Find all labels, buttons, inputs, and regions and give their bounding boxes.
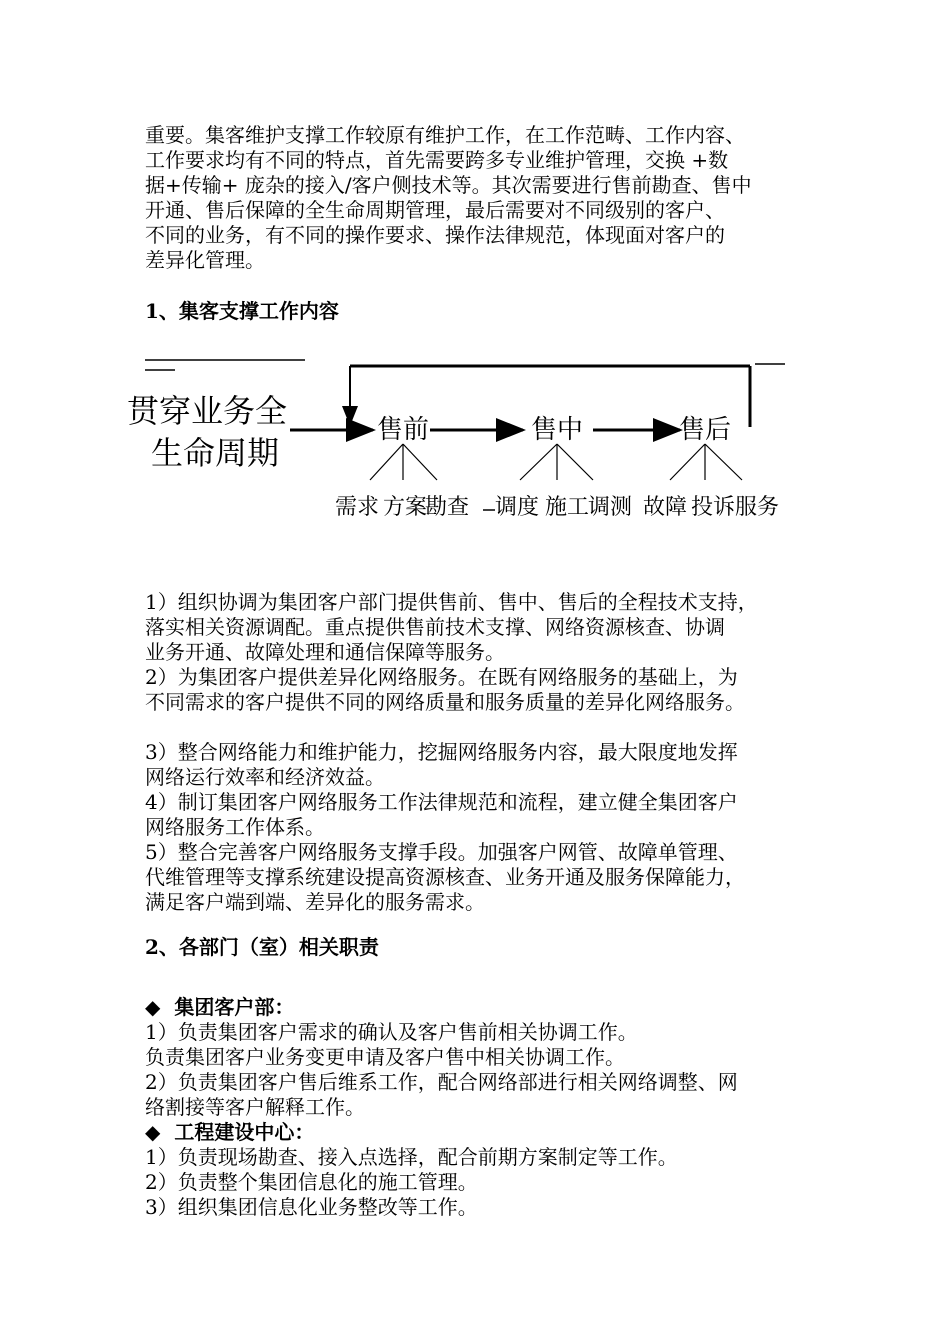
- branch-line: [403, 444, 437, 480]
- diagram-left-label: 贯穿业务全: [126, 392, 288, 430]
- list-item-line: 满足客户端到端、差异化的服务需求。: [145, 890, 485, 914]
- task-label: 方案: [382, 495, 428, 520]
- dept-block: [145, 1120, 825, 1220]
- list-item-line: 不同需求的客户提供不同的网络质量和服务质量的差异化网络服务。: [145, 690, 745, 714]
- task-label: 勘查: [424, 495, 470, 520]
- stage-label: 售中: [530, 415, 584, 445]
- lifecycle-diagram-svg: [126, 352, 785, 537]
- dept-heading: [145, 995, 825, 1020]
- list-item-line: 3）整合网络能力和维护能力，挖掘网络服务内容，最大限度地发挥: [145, 740, 738, 764]
- section-heading: 2、各部门（室）相关职责: [145, 935, 379, 959]
- intro-line: 不同的业务，有不同的操作要求、操作法律规范，体现面对客户的: [145, 223, 725, 247]
- list-item: [145, 665, 825, 715]
- task-label: 施工: [544, 495, 590, 520]
- dept-line: 3）组织集团信息化业务整改等工作。: [145, 1195, 478, 1219]
- dept-name: 工程建设中心：: [174, 1120, 315, 1144]
- task-label: 故障: [642, 495, 688, 520]
- branch-line: [557, 444, 593, 480]
- list-item-line: 网络服务工作体系。: [145, 815, 325, 839]
- intro-line: 开通、售后保障的全生命周期管理，最后需要对不同级别的客户、: [145, 198, 725, 222]
- dept-block: [145, 995, 825, 1120]
- stage-label: 售后: [678, 415, 732, 445]
- dept-line: 1）负责现场勘查、接入点选择，配合前期方案制定等工作。: [145, 1145, 678, 1169]
- dept-line: 2）负责整个集团信息化的施工管理。: [145, 1170, 478, 1194]
- task-label: 投诉: [690, 495, 736, 520]
- bullet-diamond-icon: ◆: [145, 1120, 161, 1144]
- list-item: [145, 790, 825, 840]
- intro-paragraph: [145, 123, 825, 273]
- dept-line: 1）负责集团客户需求的确认及客户售前相关协调工作。: [145, 1020, 638, 1044]
- dept-name: 集团客户部：: [174, 995, 295, 1019]
- list-item-line: 落实相关资源调配。重点提供售前技术支撑、网络资源核查、协调: [145, 615, 725, 639]
- intro-line: 据+传输+ 庞杂的接入/客户侧技术等。其次需要进行售前勘查、售中: [145, 173, 752, 197]
- list-item-line: 业务开通、故障处理和通信保障等服务。: [145, 640, 505, 664]
- list-item: [145, 590, 825, 665]
- branch-line: [370, 444, 403, 480]
- section-heading: 1、集客支撑工作内容: [145, 299, 339, 323]
- branch-line: [705, 444, 742, 480]
- branch-line: [520, 444, 557, 480]
- intro-line: 重要。集客维护支撑工作较原有维护工作，在工作范畴、工作内容、: [145, 123, 745, 147]
- list-item-line: 代维管理等支撑系统建设提高资源核查、业务开通及服务保障能力，: [145, 865, 745, 889]
- list-item-line: 4）制订集团客户网络服务工作法律规范和流程，建立健全集团客户: [145, 790, 738, 814]
- list-item: [145, 840, 825, 915]
- diagram-left-label: 生命周期: [150, 434, 280, 472]
- dept-heading: [145, 1120, 825, 1145]
- dept-line: 负责集团客户业务变更申请及客户售中相关协调工作。: [145, 1045, 625, 1069]
- list-item-line: 5）整合完善客户网络服务支撑手段。加强客户网管、故障单管理、: [145, 840, 738, 864]
- bullet-diamond-icon: ◆: [145, 995, 161, 1019]
- list-item: [145, 740, 825, 790]
- intro-line: 工作要求均有不同的特点，首先需要跨多专业维护管理，交换 +数: [145, 148, 729, 172]
- list-item-line: 1）组织协调为集团客户部门提供售前、售中、售后的全程技术支持，: [145, 590, 758, 614]
- task-label: 调测: [587, 495, 633, 520]
- task-label: 需求: [334, 495, 380, 520]
- list-item-line: 网络运行效率和经济效益。: [145, 765, 385, 789]
- intro-line: 差异化管理。: [145, 248, 265, 272]
- list-item-line: 2）为集团客户提供差异化网络服务。在既有网络服务的基础上，为: [145, 665, 738, 689]
- task-label: 调度: [494, 495, 540, 520]
- stage-label: 售前: [376, 415, 430, 445]
- lifecycle-diagram: [126, 352, 785, 537]
- dept-line: 络割接等客户解释工作。: [145, 1095, 365, 1119]
- dept-line: 2）负责集团客户售后维系工作，配合网络部进行相关网络调整、网: [145, 1070, 738, 1094]
- task-label: 服务: [734, 495, 780, 520]
- branch-line: [670, 444, 705, 480]
